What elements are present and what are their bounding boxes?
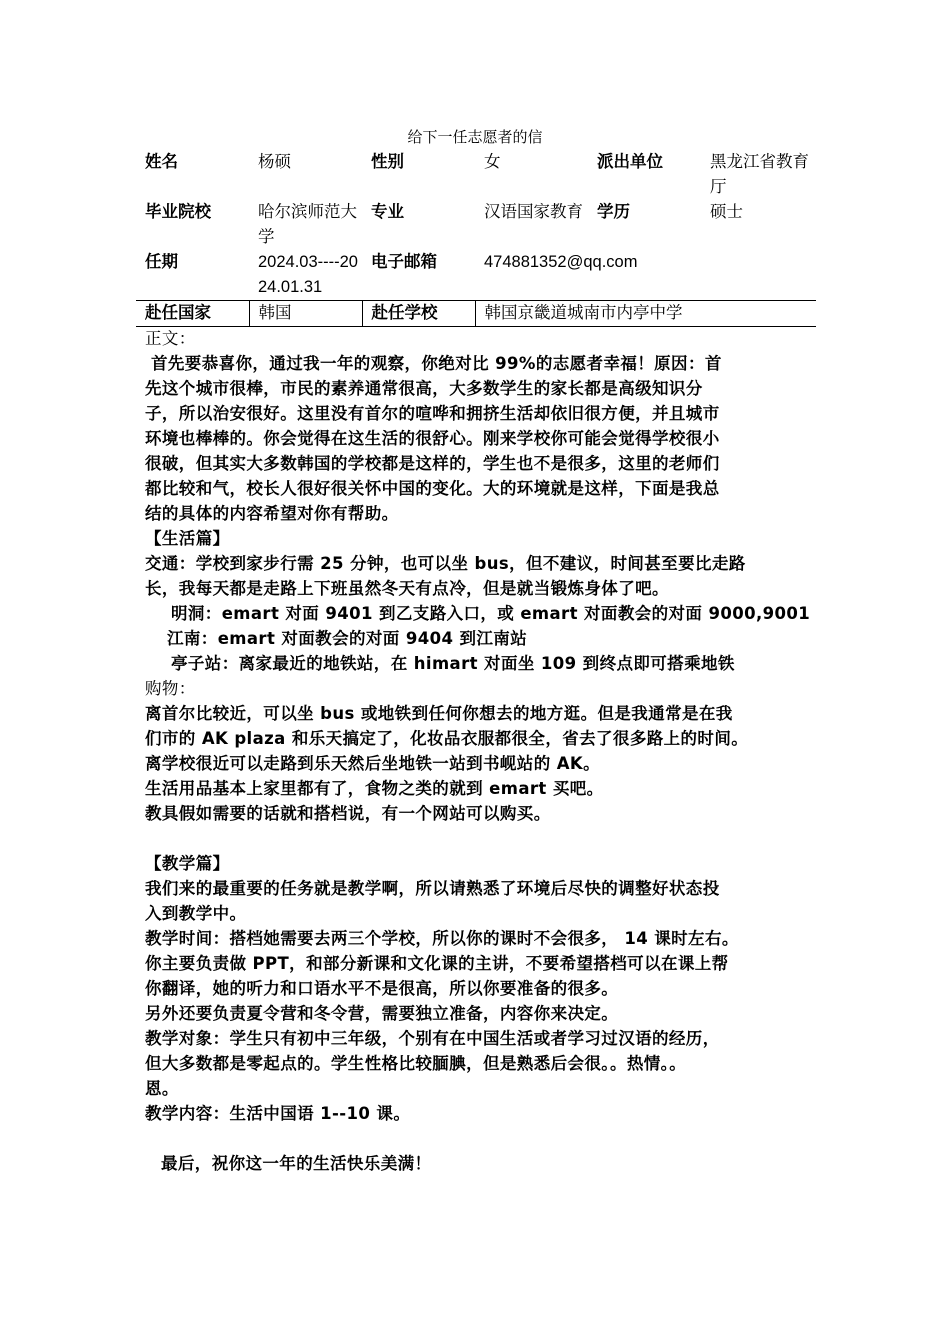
teaching-line: 教学对象：学生只有初中三年级，个别有在中国生活或者学习过汉语的经历，	[145, 1029, 720, 1048]
post-school-value: 韩国京畿道城南市内亭中学	[475, 301, 816, 327]
shopping-line: 教具假如需要的话就和搭档说，有一个网站可以购买。	[145, 804, 551, 823]
school-label: 毕业院校	[145, 202, 211, 221]
teaching-line: 教学时间：搭档她需要去两三个学校，所以你的课时不会很多， 14 课时左右。	[145, 929, 739, 948]
country-label: 赴任国家	[136, 301, 249, 327]
unit-label: 派出单位	[597, 152, 663, 171]
route-line: 明洞：emart 对面 9401 到乙支路入口，或 emart 对面教会的对面 9000,9001	[171, 604, 811, 623]
intro-line: 首先要恭喜你，通过我一年的观察，你绝对比 99%的志愿者幸福！原因：首	[151, 354, 722, 373]
info-row-name	[136, 150, 816, 200]
traffic-line: 长，我每天都是走路上下班虽然冬天有点冷，但是就当锻炼身体了吧。	[145, 579, 669, 598]
intro-line: 子，所以治安很好。这里没有首尔的喧哗和拥挤生活却依旧很方便，并且城市	[145, 404, 720, 423]
route-line: 江南：emart 对面教会的对面 9404 到江南站	[167, 629, 528, 648]
degree-value: 硕士	[710, 202, 743, 221]
spacer	[145, 1126, 817, 1151]
info-row-post	[136, 301, 816, 327]
term-label: 任期	[145, 252, 178, 271]
body-heading: 正文：	[145, 329, 196, 348]
teaching-line: 你翻译，她的听力和口语水平不是很高，所以你要准备的很多。	[145, 979, 619, 998]
teaching-line: 入到教学中。	[145, 904, 247, 923]
major-value: 汉语国家教育	[484, 202, 583, 221]
teaching-line: 恩。	[145, 1079, 179, 1098]
gender-label: 性别	[371, 152, 404, 171]
gender-value: 女	[484, 152, 501, 171]
intro-line: 先这个城市很棒，市民的素养通常很高，大多数学生的家长都是高级知识分	[145, 379, 703, 398]
degree-label: 学历	[597, 202, 630, 221]
letter-title: 给下一任志愿者的信	[407, 128, 543, 146]
traffic-line: 交通：学校到家步行需 25 分钟，也可以坐 bus，但不建议，时间甚至要比走路	[145, 554, 746, 573]
shopping-line: 离首尔比较近，可以坐 bus 或地铁到任何你想去的地方逛。但是我通常是在我	[145, 704, 733, 723]
country-value: 韩国	[249, 301, 362, 327]
intro-line: 环境也棒棒的。你会觉得在这生活的很舒心。刚来学校你可能会觉得学校很小	[145, 429, 720, 448]
info-row-school	[136, 200, 816, 250]
name-label: 姓名	[145, 152, 178, 171]
shopping-line: 离学校很近可以走路到乐天然后坐地铁一站到书岘站的 AK。	[145, 754, 600, 773]
name-value: 杨硕	[258, 152, 291, 171]
closing-line: 最后，祝你这一年的生活快乐美满！	[161, 1154, 432, 1173]
term-value: 2024.03----2024.01.31	[258, 253, 358, 296]
intro-line: 很破，但其实大多数韩国的学校都是这样的，学生也不是很多，这里的老师们	[145, 454, 720, 473]
letter-body	[145, 326, 817, 1176]
email-label: 电子邮箱	[371, 252, 437, 271]
shopping-line: 生活用品基本上家里都有了，食物之类的就到 emart 买吧。	[145, 779, 604, 798]
spacer	[145, 826, 817, 851]
info-row-term	[136, 250, 816, 301]
teaching-section-heading: 【教学篇】	[145, 854, 230, 873]
volunteer-info-table	[136, 150, 816, 327]
life-section-heading: 【生活篇】	[145, 529, 230, 548]
school-value: 哈尔滨师范大学	[258, 202, 357, 246]
teaching-line: 但大多数都是零起点的。学生性格比较腼腆，但是熟悉后会很。。热情。。	[145, 1054, 687, 1073]
unit-value: 黑龙江省教育厅	[710, 152, 809, 196]
teaching-line: 另外还要负责夏令营和冬令营，需要独立准备，内容你来决定。	[145, 1004, 619, 1023]
email-value: 474881352@qq.com	[484, 253, 638, 271]
teaching-line: 你主要负责做 PPT，和部分新课和文化课的主讲，不要希望搭档可以在课上帮	[145, 954, 729, 973]
intro-line: 结的具体的内容希望对你有帮助。	[145, 504, 399, 523]
major-label: 专业	[371, 202, 404, 221]
teaching-line: 教学内容：生活中国语 1--10 课。	[145, 1104, 411, 1123]
route-line: 亭子站：离家最近的地铁站，在 himart 对面坐 109 到终点即可搭乘地铁	[171, 654, 735, 673]
shopping-line: 们市的 AK plaza 和乐天搞定了，化妆品衣服都很全，省去了很多路上的时间。	[145, 729, 749, 748]
intro-line: 都比较和气，校长人很好很关怀中国的变化。大的环境就是这样，下面是我总	[145, 479, 720, 498]
post-school-label: 赴任学校	[362, 301, 475, 327]
shopping-heading: 购物：	[145, 679, 196, 698]
teaching-line: 我们来的最重要的任务就是教学啊，所以请熟悉了环境后尽快的调整好状态投	[145, 879, 720, 898]
